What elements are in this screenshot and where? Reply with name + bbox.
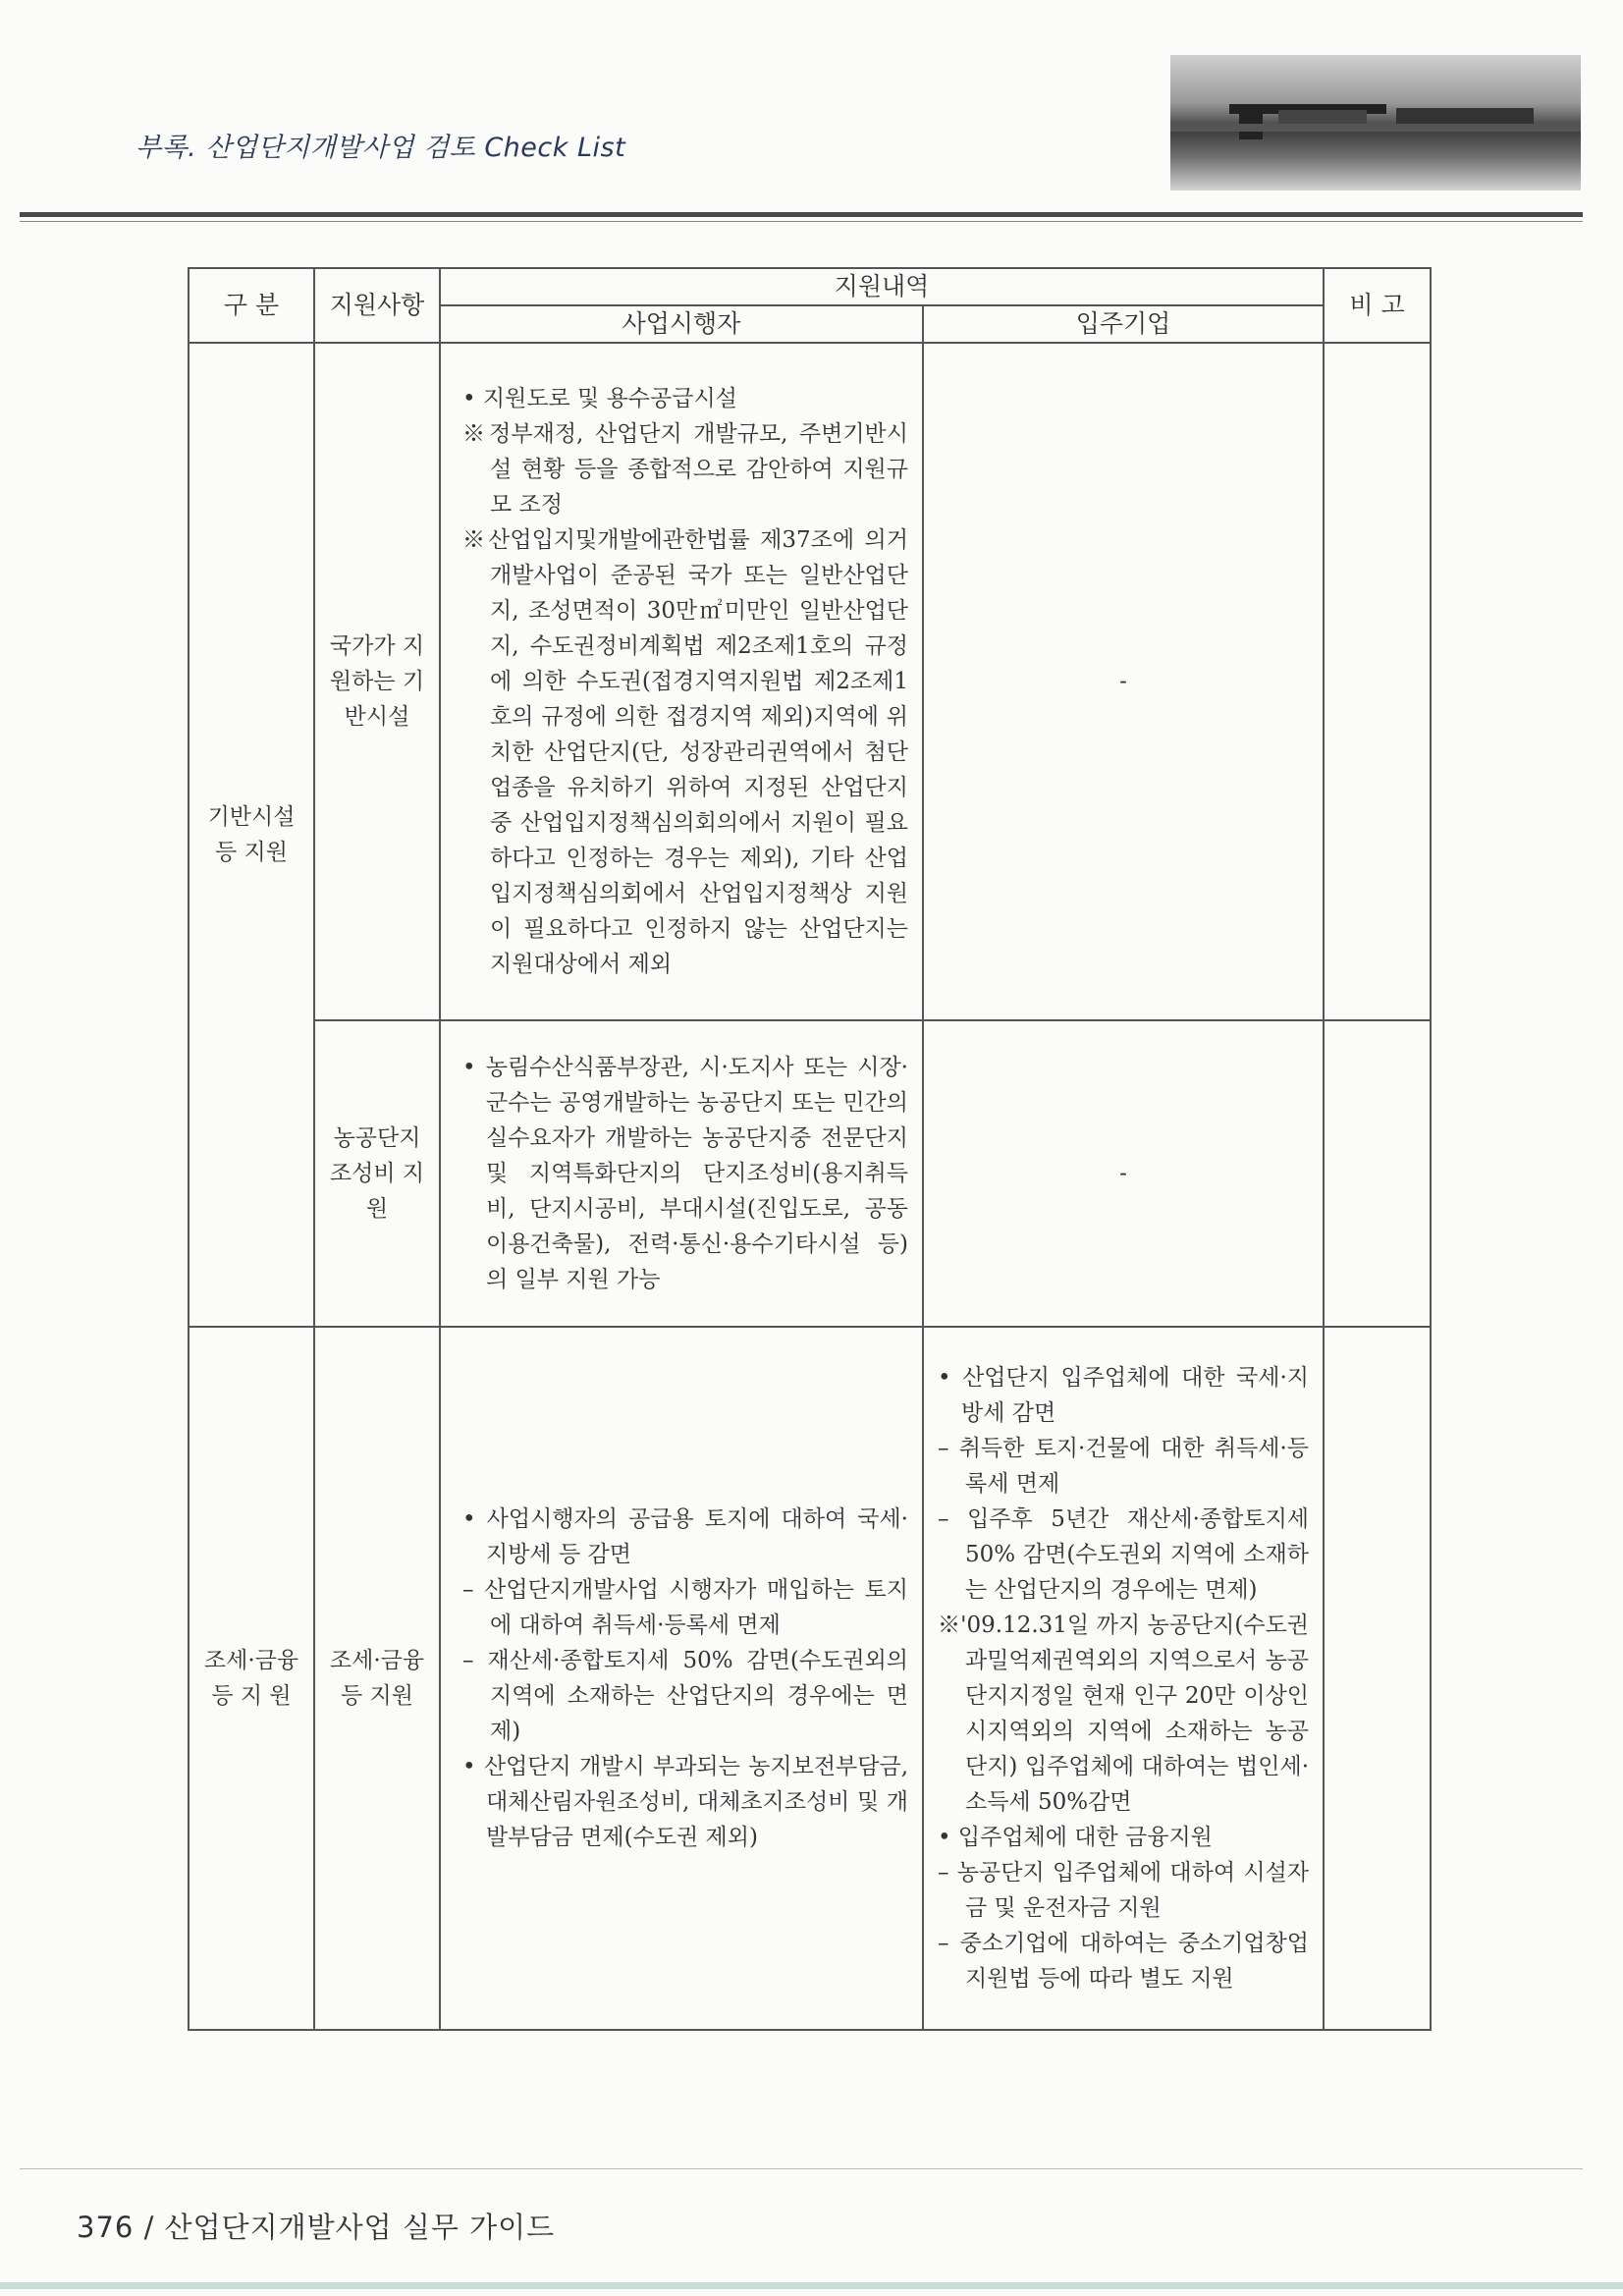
header-rule-thin bbox=[20, 221, 1583, 222]
footer-rule bbox=[20, 2168, 1583, 2169]
list-item: – 입주후 5년간 재산세·종합토지세 50% 감면(수도권외 지역에 소재하는 산업단지의 경우에는 면제) bbox=[938, 1506, 1310, 1603]
list-item: • 농림수산식품부장관, 시·도지사 또는 시장·군수는 공영개발하는 농공단지 또는 민간의 실수요자가 개발하는 농공단지중 전문단지 및 지역특화단지의 단지조성비(용지취득비, 단지시공비, 부대시설(진입도로, 공동이용건축물), 전력·통신·용수기타시설 등)의 일부 지원 가능 bbox=[462, 1055, 908, 1292]
tenant-cell: - bbox=[923, 343, 1324, 1020]
category-cell: 기반시설 등 지원 bbox=[189, 343, 314, 1327]
list-item: – 산업단지개발사업 시행자가 매입하는 토지에 대하여 취득세·등록세 면제 bbox=[462, 1577, 908, 1638]
remarks-cell bbox=[1324, 1020, 1431, 1327]
support-item-cell: 농공단지 조성비 지원 bbox=[314, 1020, 440, 1327]
list-item: ※'09.12.31일 까지 농공단지(수도권과밀억제권역외의 지역으로서 농공단지지정일 현재 인구 20만 이상인 시지역외의 지역에 소재하는 농공단지) 입주업체에 대하여는 법인세·소득세 50%감면 bbox=[938, 1613, 1310, 1815]
header-support-item: 지원사항 bbox=[314, 268, 440, 343]
developer-cell bbox=[440, 1020, 923, 1327]
header-support-details: 지원내역 bbox=[440, 268, 1324, 305]
checklist-table bbox=[188, 267, 1432, 2031]
footer-bar bbox=[0, 2282, 1623, 2289]
header-remarks: 비 고 bbox=[1324, 268, 1431, 343]
table-row bbox=[189, 343, 1431, 1020]
list-item: • 입주업체에 대한 금융지원 bbox=[938, 1825, 1213, 1850]
table-row bbox=[189, 1327, 1431, 2030]
header-rule bbox=[20, 212, 1583, 217]
list-item: – 중소기업에 대하여는 중소기업창업지원법 등에 따라 별도 지원 bbox=[938, 1931, 1310, 1992]
remarks-cell bbox=[1324, 1327, 1431, 2030]
page-header-title: 부록. 산업단지개발사업 검토 Check List bbox=[135, 133, 626, 163]
list-item: • 산업단지 입주업체에 대한 국세·지방세 감면 bbox=[938, 1365, 1310, 1426]
support-item-cell: 국가가 지원하는 기반시설 bbox=[314, 343, 440, 1020]
remarks-cell bbox=[1324, 343, 1431, 1020]
list-item: • 지원도로 및 용수공급시설 bbox=[462, 386, 737, 411]
table-row bbox=[189, 1020, 1431, 1327]
header-photo bbox=[1170, 55, 1581, 191]
header-tenant: 입주기업 bbox=[923, 305, 1324, 343]
developer-cell bbox=[440, 1327, 923, 2030]
list-item: • 산업단지 개발시 부과되는 농지보전부담금, 대체산림자원조성비, 대체초지조성비 및 개발부담금 면제(수도권 제외) bbox=[462, 1754, 908, 1850]
list-item: – 취득한 토지·건물에 대한 취득세·등록세 면제 bbox=[938, 1436, 1310, 1497]
tenant-cell bbox=[923, 1327, 1324, 2030]
category-cell: 조세·금융 등 지 원 bbox=[189, 1327, 314, 2030]
list-item: ※산업입지및개발에관한법률 제37조에 의거 개발사업이 준공된 국가 또는 일반산업단지, 조성면적이 30만㎡미만인 일반산업단지, 수도권정비계획법 제2조제1호의 규정에 의한 수도권(접경지역지원법 제2조제1호의 규정에 의한 접경지역 제외)지역에 위치한 산업단지(단, 성장관리권역에서 첨단업종을 유치하기 위하여 지정된 산업단지중 산업입지정책심의회의에서 지원이 필요하다고 인정하는 경우는 제외), 기타 산업입지정책심의회에서 산업입지정책상 지원이 필요하다고 인정하지 않는 산업단지는 지원대상에서 제외 bbox=[462, 527, 908, 977]
header-category: 구 분 bbox=[189, 268, 314, 343]
list-item: ※정부재정, 산업단지 개발규모, 주변기반시설 현황 등을 종합적으로 감안하여 지원규모 조정 bbox=[462, 421, 908, 518]
developer-cell bbox=[440, 343, 923, 1020]
footer-page-label: 376 / 산업단지개발사업 실무 가이드 bbox=[77, 2211, 556, 2244]
support-item-cell: 조세·금융 등 지원 bbox=[314, 1327, 440, 2030]
header-developer: 사업시행자 bbox=[440, 305, 923, 343]
tenant-cell: - bbox=[923, 1020, 1324, 1327]
list-item: – 농공단지 입주업체에 대하여 시설자금 및 운전자금 지원 bbox=[938, 1860, 1310, 1921]
list-item: • 사업시행자의 공급용 토지에 대하여 국세·지방세 등 감면 bbox=[462, 1506, 908, 1567]
list-item: – 재산세·종합토지세 50% 감면(수도권외의 지역에 소재하는 산업단지의 경우에는 면제) bbox=[462, 1648, 908, 1744]
